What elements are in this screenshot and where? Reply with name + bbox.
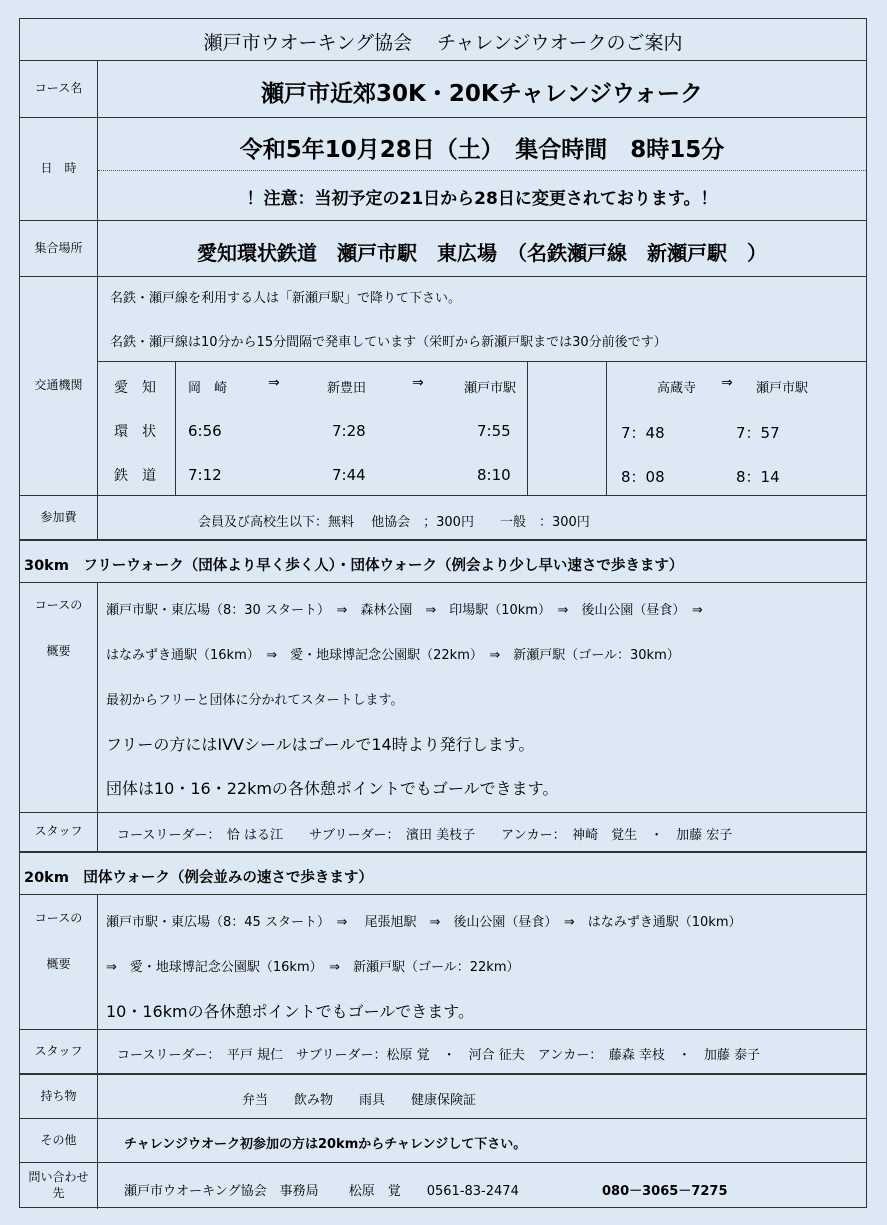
time-cell: 7:12	[188, 466, 222, 484]
station: 瀬戸市駅	[464, 381, 517, 396]
walk20-title-row	[20, 852, 866, 895]
walk30-overview-row	[20, 583, 866, 813]
datetime-value: 令和5年10月28日（土） 集合時間 8時15分	[239, 137, 725, 163]
overview-label-1: コースの	[34, 598, 83, 612]
other-value: チャレンジウオーク初参加の方は20kmからチャレンジして下さい。	[124, 1137, 527, 1152]
station: 瀬戸市駅	[756, 381, 809, 396]
fee-row	[20, 496, 866, 540]
time-cell: 7:44	[332, 466, 366, 484]
transport-row	[20, 277, 866, 496]
walk30-title-row	[20, 540, 866, 583]
timetable-top-line	[98, 361, 866, 362]
items-label: 持ち物	[20, 1075, 98, 1118]
walk20-route-1: 瀬戸市駅・東広場（8：45 スタート） ⇒ 尾張旭駅 ⇒ 後山公園（昼食） ⇒ はなみずき通駅（10km）	[106, 915, 742, 930]
time-cell: 8：14	[736, 468, 780, 486]
arrow-icon: ⇒	[721, 375, 733, 391]
timetable-col-line	[606, 361, 607, 495]
timetable-col-line	[175, 361, 176, 495]
walk20-overview-row	[20, 895, 866, 1030]
walk30-staff: コースリーダー： 恰 はる江 サブリーダー： 濱田 美枝子 アンカー： 神崎 覚生 ・ 加藤 宏子	[117, 828, 733, 843]
datetime-divider	[98, 170, 866, 171]
time-cell: 7：57	[736, 424, 780, 442]
overview-label-1: コースの	[34, 911, 83, 925]
time-cell: 7：48	[621, 424, 665, 442]
walk30-staff-row	[20, 813, 866, 852]
line-label: 愛 知	[114, 380, 156, 396]
contact-label: 問い合わせ先	[20, 1163, 98, 1209]
course-name: 瀬戸市近郊30K・20Kチャレンジウォーク	[261, 81, 703, 107]
walk30-route-1: 瀬戸市駅・東広場（8：30 スタート） ⇒ 森林公園 ⇒ 印場駅（10km） ⇒ 後山公園（昼食） ⇒	[106, 603, 703, 618]
fee-value: 会員及び高校生以下：無料 他協会 ；300円 一般 ：300円	[198, 515, 590, 530]
timetable-col-line	[527, 361, 528, 495]
walk30-staff-label: スタッフ	[20, 813, 98, 851]
transport-note-2: 名鉄・瀬戸線は10分から15分間隔で発車しています（栄町から新瀬戸駅までは30分前後です）	[110, 335, 667, 350]
fee-label: 参加費	[20, 496, 98, 539]
transport-label: 交通機関	[20, 277, 98, 495]
announcement-sheet	[19, 18, 867, 1208]
contact-value: 瀬戸市ウオーキング協会 事務局 松原 覚 0561-83-2474	[124, 1184, 519, 1199]
line-label: 環 状	[114, 424, 156, 440]
station: 高蔵寺	[657, 381, 697, 396]
time-cell: 6:56	[188, 422, 222, 440]
walk30-route-2: はなみずき通駅（16km） ⇒ 愛・地球博記念公園駅（22km） ⇒ 新瀬戸駅（ゴール：30km）	[106, 648, 680, 663]
place-row	[20, 221, 866, 277]
contact-mobile: 080－3065－7275	[602, 1184, 728, 1199]
walk20-title: 20km 団体ウォーク（例会並みの速さで歩きます）	[24, 870, 373, 886]
course-label: コース名	[20, 61, 98, 117]
walk20-staff-label: スタッフ	[20, 1030, 98, 1073]
other-row	[20, 1119, 866, 1163]
place-value: 愛知環状鉄道 瀬戸市駅 東広場 （名鉄瀬戸線 新瀬戸駅 ）	[197, 241, 767, 265]
station: 岡 崎	[188, 381, 228, 396]
time-cell: 7:55	[477, 422, 511, 440]
walk30-note-2: フリーの方にはIVVシールはゴールで14時より発行します。	[106, 735, 535, 754]
header-title: 瀬戸市ウオーキング協会 チャレンジウオークのご案内	[203, 32, 683, 54]
contact-row	[20, 1163, 866, 1209]
walk20-route-2: ⇒ 愛・地球博記念公園駅（16km） ⇒ 新瀬戸駅（ゴール：22km）	[106, 960, 520, 975]
time-cell: 8:10	[477, 466, 511, 484]
datetime-label: 日 時	[20, 118, 98, 220]
station: 新豊田	[327, 381, 367, 396]
walk30-title: 30km フリーウォーク（団体より早く歩く人）・団体ウォーク（例会より少し早い速さで歩きます）	[24, 558, 684, 574]
items-row	[20, 1075, 866, 1119]
walk20-overview-label	[20, 895, 98, 1029]
walk20-staff: コースリーダー： 平戸 規仁 サブリーダー：松原 覚 ・ 河合 征夫 アンカー： 藤森 幸枝 ・ 加藤 泰子	[117, 1048, 760, 1063]
course-row	[20, 61, 866, 118]
walk30-note-3: 団体は10・16・22kmの各休憩ポイントでもゴールできます。	[106, 779, 559, 798]
header-row	[20, 19, 866, 61]
datetime-row	[20, 118, 866, 221]
walk30-overview-label	[20, 583, 98, 812]
transport-note-1: 名鉄・瀬戸線を利用する人は「新瀬戸駅」で降りて下さい。	[110, 291, 462, 306]
walk20-note: 10・16kmの各休憩ポイントでもゴールできます。	[106, 1002, 474, 1021]
time-cell: 7:28	[332, 422, 366, 440]
overview-label-2: 概要	[46, 644, 71, 658]
place-label: 集合場所	[20, 221, 98, 276]
time-cell: 8：08	[621, 468, 665, 486]
walk30-note-1: 最初からフリーと団体に分かれてスタートします。	[106, 693, 404, 708]
datetime-notice: ！注意：当初予定の21日から28日に変更されております。！	[246, 189, 718, 209]
other-label: その他	[20, 1119, 98, 1162]
overview-label-2: 概要	[46, 957, 71, 971]
line-label: 鉄 道	[114, 468, 156, 484]
items-value: 弁当 飲み物 雨具 健康保険証	[242, 1093, 477, 1108]
walk20-staff-row	[20, 1030, 866, 1075]
arrow-icon: ⇒	[412, 375, 424, 391]
arrow-icon: ⇒	[268, 375, 280, 391]
